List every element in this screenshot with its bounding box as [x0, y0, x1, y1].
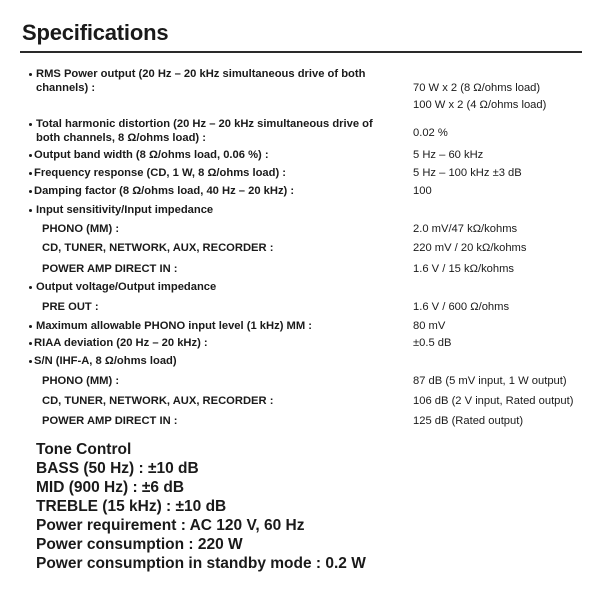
- sn-label: S/N (IHF-A, 8 Ω/ohms load): [34, 355, 177, 367]
- max-phono-value: 80 mV: [413, 320, 446, 332]
- damping-factor-value: 100: [413, 185, 432, 197]
- input-sensitivity-label: Input sensitivity/Input impedance: [36, 204, 214, 216]
- bullet-icon: [29, 190, 32, 193]
- pre-out-label: PRE OUT :: [42, 301, 99, 313]
- tone-control-heading: Tone Control: [36, 441, 132, 458]
- thd-label-line1: Total harmonic distortion (20 Hz – 20 kHz simultaneous drive of: [36, 118, 373, 130]
- sn-phono-value: 87 dB (5 mV input, 1 W output): [413, 375, 567, 387]
- thd-value: 0.02 %: [413, 127, 448, 139]
- bullet-icon: [29, 172, 32, 175]
- riaa-label: RIAA deviation (20 Hz – 20 kHz) :: [34, 337, 208, 349]
- frequency-response-value: 5 Hz – 100 kHz ±3 dB: [413, 167, 522, 179]
- rms-label-line1: RMS Power output (20 Hz – 20 kHz simultaneous drive of both: [36, 68, 366, 80]
- treble-spec: TREBLE (15 kHz) : ±10 dB: [36, 498, 227, 515]
- thd-label-line2: both channels, 8 Ω/ohms load) :: [36, 132, 206, 144]
- frequency-response-label: Frequency response (CD, 1 W, 8 Ω/ohms load) :: [34, 167, 287, 179]
- rms-value-8ohm: 70 W x 2 (8 Ω/ohms load): [413, 82, 541, 94]
- pre-out-value: 1.6 V / 600 Ω/ohms: [413, 301, 510, 313]
- page-title: Specifications: [22, 20, 169, 45]
- bandwidth-label: Output band width (8 Ω/ohms load, 0.06 %) :: [34, 149, 269, 161]
- bullet-icon: [29, 360, 32, 363]
- sn-phono-label: PHONO (MM) :: [42, 375, 120, 387]
- mid-spec: MID (900 Hz) : ±6 dB: [36, 479, 185, 496]
- input-phono-value: 2.0 mV/47 kΩ/kohms: [413, 223, 518, 235]
- input-cd-value: 220 mV / 20 kΩ/kohms: [413, 242, 527, 254]
- power-consumption-standby: Power consumption in standby mode : 0.2 W: [36, 555, 366, 572]
- input-power-amp-value: 1.6 V / 15 kΩ/kohms: [413, 263, 515, 275]
- rms-value-4ohm: 100 W x 2 (4 Ω/ohms load): [413, 99, 547, 111]
- bass-spec: BASS (50 Hz) : ±10 dB: [36, 460, 199, 477]
- sn-cd-value: 106 dB (2 V input, Rated output): [413, 395, 574, 407]
- sn-cd-label: CD, TUNER, NETWORK, AUX, RECORDER :: [42, 395, 274, 407]
- bandwidth-value: 5 Hz – 60 kHz: [413, 149, 484, 161]
- bullet-icon: [29, 342, 32, 345]
- bullet-icon: [29, 73, 32, 76]
- riaa-value: ±0.5 dB: [413, 337, 452, 349]
- output-voltage-label: Output voltage/Output impedance: [36, 281, 217, 293]
- sn-power-amp-label: POWER AMP DIRECT IN :: [42, 415, 178, 427]
- input-cd-label: CD, TUNER, NETWORK, AUX, RECORDER :: [42, 242, 274, 254]
- bullet-icon: [29, 123, 32, 126]
- input-phono-label: PHONO (MM) :: [42, 223, 120, 235]
- input-power-amp-label: POWER AMP DIRECT IN :: [42, 263, 178, 275]
- power-requirement: Power requirement : AC 120 V, 60 Hz: [36, 517, 305, 534]
- title-divider: [20, 51, 582, 53]
- bullet-icon: [29, 209, 32, 212]
- damping-factor-label: Damping factor (8 Ω/ohms load, 40 Hz – 20 kHz) :: [34, 185, 295, 197]
- power-consumption: Power consumption : 220 W: [36, 536, 243, 553]
- bullet-icon: [29, 154, 32, 157]
- sn-power-amp-value: 125 dB (Rated output): [413, 415, 524, 427]
- bullet-icon: [29, 286, 32, 289]
- bullet-icon: [29, 325, 32, 328]
- rms-label-line2: channels) :: [36, 82, 96, 94]
- max-phono-label: Maximum allowable PHONO input level (1 kHz) MM :: [36, 320, 313, 332]
